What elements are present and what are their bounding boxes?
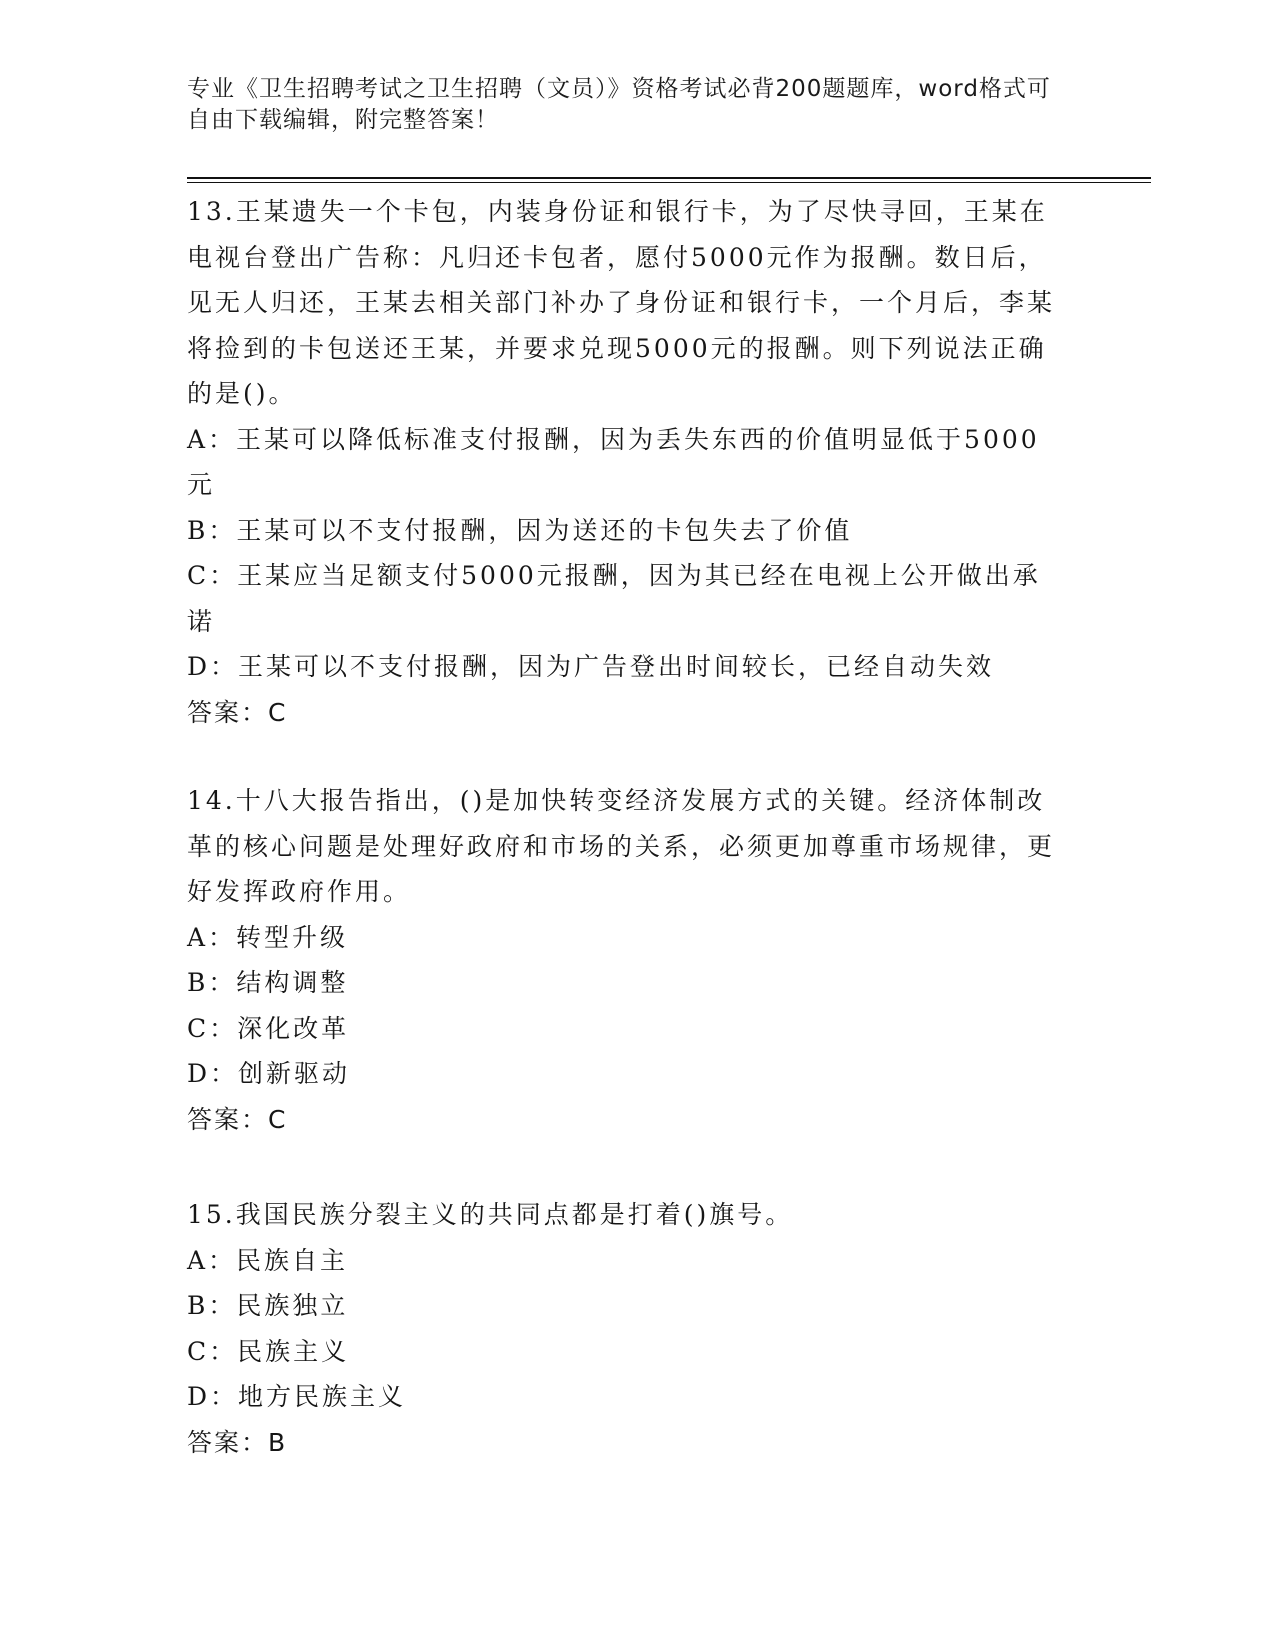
question-15 bbox=[187, 1192, 1087, 1465]
header-divider-thick bbox=[187, 177, 1151, 179]
header-divider-thin bbox=[187, 182, 1151, 183]
answer-line: 答案：C bbox=[187, 1104, 288, 1134]
option-c: C：民族主义 bbox=[187, 1336, 350, 1366]
question-stem: 14.十八大报告指出，()是加快转变经济发展方式的关键。经济体制改革的核心问题是处理好政府和市场的关系，必须更加尊重市场规律，更好发挥政府作用。 bbox=[187, 786, 1056, 906]
option-c: C：王某应当足额支付5000元报酬，因为其已经在电视上公开做出承诺 bbox=[187, 561, 1041, 636]
document-header-title: 专业《卫生招聘考试之卫生招聘（文员）》资格考试必背200题题库，word格式可自由下载编辑，附完整答案！ bbox=[187, 76, 1051, 133]
answer-line: 答案：C bbox=[187, 697, 288, 727]
option-a: A：王某可以降低标准支付报酬，因为丢失东西的价值明显低于5000元 bbox=[187, 424, 1040, 499]
option-b: B：王某可以不支付报酬，因为送还的卡包失去了价值 bbox=[187, 515, 853, 545]
option-b: B：结构调整 bbox=[187, 968, 349, 997]
question-stem: 15.我国民族分裂主义的共同点都是打着()旗号。 bbox=[187, 1200, 794, 1229]
option-a: A：转型升级 bbox=[187, 922, 349, 952]
option-b: B：民族独立 bbox=[187, 1291, 349, 1320]
question-14 bbox=[187, 778, 1087, 1142]
question-stem: 13.王某遗失一个卡包，内装身份证和银行卡，为了尽快寻回，王某在电视台登出广告称：凡归还卡包者，愿付5000元作为报酬。数日后，见无人归还，王某去相关部门补办了身份证和银行卡，一个月后，李某将捡到的卡包送还王某，并要求兑现5000元的报酬。则下列说法正确的是()。 bbox=[187, 197, 1056, 408]
option-d: D：王某可以不支付报酬，因为广告登出时间较长，已经自动失效 bbox=[187, 652, 995, 681]
answer-line: 答案：B bbox=[187, 1427, 288, 1457]
option-d: D：地方民族主义 bbox=[187, 1382, 407, 1411]
option-a: A：民族自主 bbox=[187, 1245, 349, 1275]
option-c: C：深化改革 bbox=[187, 1013, 350, 1043]
option-d: D：创新驱动 bbox=[187, 1059, 351, 1088]
question-13 bbox=[187, 189, 1087, 735]
